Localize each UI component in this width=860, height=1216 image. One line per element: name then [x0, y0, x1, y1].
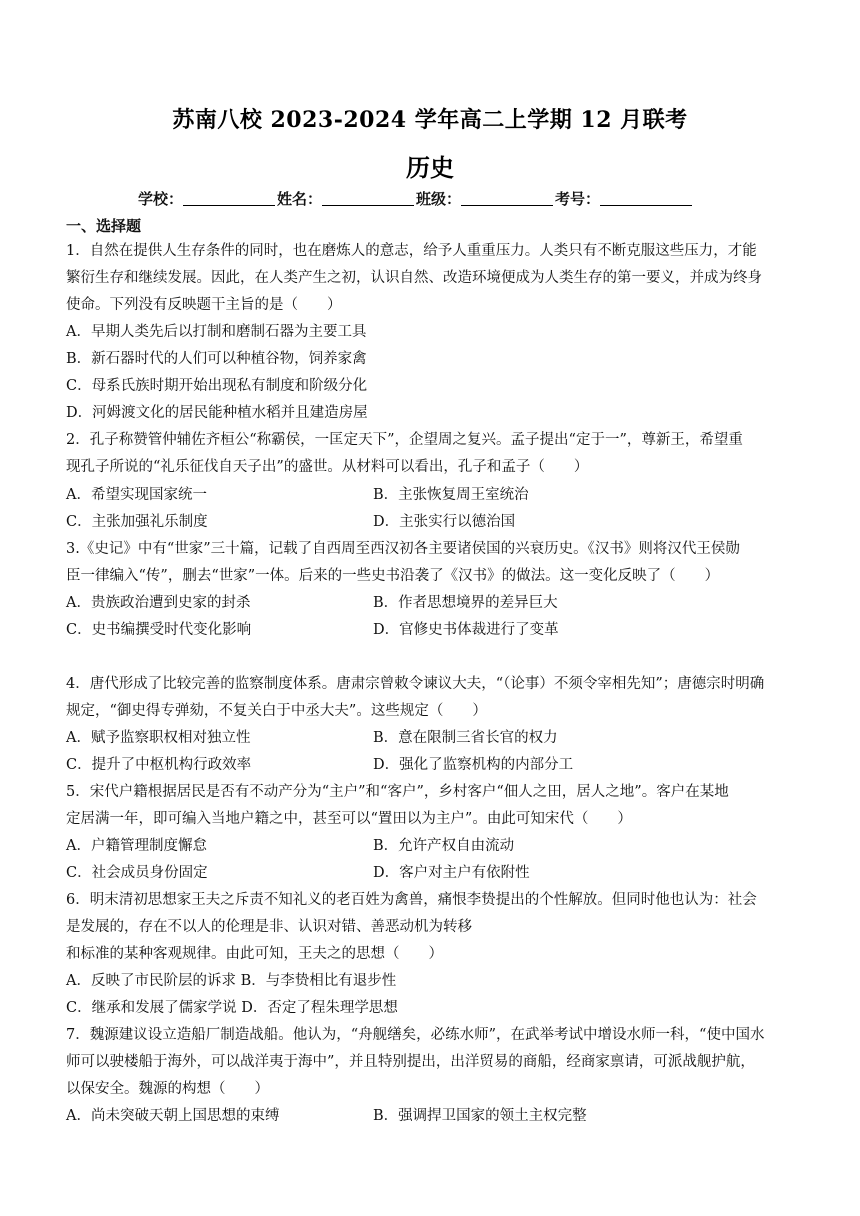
answer-option: A．户籍管理制度懈怠 [66, 838, 207, 854]
answer-option: C．史书编撰受时代变化影响 [66, 622, 252, 638]
question-stem-line: 规定，“御史得专弹劾，不复关白于中丞大夫”。这些规定（ ） [66, 703, 487, 719]
question-stem-line: 6．明末清初思想家王夫之斥责不知礼义的老百姓为禽兽，痛恨李贽提出的个性解放。但同时他也认为：社会 [66, 892, 757, 908]
answer-option: C．主张加强礼乐制度 [66, 514, 208, 530]
question-stem-line: 和标准的某种客观规律。由此可知，王夫之的思想（ ） [66, 946, 443, 962]
answer-option: B．意在限制三省长官的权力 [373, 730, 558, 746]
name-label: 姓名： [277, 190, 323, 208]
school-blank[interactable] [183, 191, 275, 206]
answer-option: A．希望实现国家统一 [66, 487, 207, 503]
answer-option: A．贵族政治遭到史家的封杀 [66, 595, 251, 611]
question-stem-line: 是发展的，存在不以人的伦理是非、认识对错、善恶动机为转移 [66, 919, 472, 935]
answer-option: B．允许产权自由流动 [373, 838, 515, 854]
answer-option: C．社会成员身份固定 [66, 865, 208, 881]
question-stem-line: 1．自然在提供人生存条件的同时，也在磨炼人的意志，给予人重重压力。人类只有不断克服这些压力，才能 [66, 243, 757, 259]
answer-option: B．新石器时代的人们可以种植谷物，饲养家禽 [66, 351, 367, 367]
answer-option: D．客户对主户有依附性 [373, 865, 530, 881]
answer-option: C．继承和发展了儒家学说 D．否定了程朱理学思想 [66, 1000, 398, 1016]
question-stem-line: 臣一律编入“传”，删去“世家”一体。后来的一些史书沿袭了《汉书》的做法。这一变化反映了（ ） [66, 568, 720, 584]
question-stem-line: 5．宋代户籍根据居民是否有不动产分为“主户”和“客户”，乡村客户“佃人之田，居人之地”。客户在某地 [66, 784, 729, 800]
student-info-row [138, 188, 694, 209]
answer-option: A．尚未突破天朝上国思想的束缚 [66, 1108, 280, 1124]
class-label: 班级： [416, 190, 462, 208]
answer-option: B．强调捍卫国家的领土主权完整 [373, 1108, 587, 1124]
question-stem-line: 7．魏源建议设立造船厂制造战船。他认为，“舟舰缮矣，必练水师”，在武举考试中增设水师一科，“使中国水 [66, 1027, 765, 1043]
section-heading: 一、选择题 [66, 217, 142, 235]
exam-number-label: 考号： [555, 190, 601, 208]
question-stem-line: 繁衍生存和继续发展。因此，在人类产生之初，认识自然、改造环境便成为人类生存的第一要义，并成为终身 [66, 270, 762, 286]
answer-option: D．官修史书体裁进行了变革 [373, 622, 559, 638]
question-stem-line: 定居满一年，即可编入当地户籍之中，甚至可以“置田以为主户”。由此可知宋代（ ） [66, 811, 632, 827]
answer-option: D．强化了监察机构的内部分工 [373, 757, 574, 773]
answer-option: C．提升了中枢机构行政效率 [66, 757, 252, 773]
question-stem-line: 以保安全。魏源的构想（ ） [66, 1081, 269, 1097]
school-label: 学校： [138, 190, 184, 208]
answer-option: A．反映了市民阶层的诉求 B．与李贽相比有退步性 [66, 973, 397, 989]
answer-option: D．主张实行以德治国 [373, 514, 516, 530]
subject-title: 历史 [406, 153, 454, 182]
question-stem-line: 使命。下列没有反映题干主旨的是（ ） [66, 297, 342, 313]
exam-number-blank[interactable] [600, 191, 692, 206]
question-stem-line: 3.《史记》中有“世家”三十篇，记载了自西周至西汉初各主要诸侯国的兴衰历史。《汉书》则将汉代王侯勋 [66, 541, 740, 557]
question-stem-line: 现孔子所说的“礼乐征伐自天子出”的盛世。从材料可以看出，孔子和孟子（ ） [66, 459, 589, 475]
answer-option: C．母系氏族时期开始出现私有制度和阶级分化 [66, 378, 368, 394]
question-stem-line: 4．唐代形成了比较完善的监察制度体系。唐肃宗曾敕令谏议大夫，“（论事）不须令宰相先知”；唐德宗时明确 [66, 676, 765, 692]
question-stem-line: 师可以驶楼船于海外，可以战洋夷于海中”，并且特别提出，出洋贸易的商船，经商家禀请，可派战舰护航， [66, 1054, 755, 1070]
answer-option: A．早期人类先后以打制和磨制石器为主要工具 [66, 324, 367, 340]
exam-title: 苏南八校 2023-2024 学年高二上学期 12 月联考 [172, 107, 688, 133]
class-blank[interactable] [461, 191, 553, 206]
question-stem-line: 2．孔子称赞管仲辅佐齐桓公“称霸侯，一匡定天下”，企望周之复兴。孟子提出“定于一”，尊新王，希望重 [66, 432, 743, 448]
name-blank[interactable] [322, 191, 414, 206]
answer-option: A．赋予监察职权相对独立性 [66, 730, 251, 746]
answer-option: B．作者思想境界的差异巨大 [373, 595, 558, 611]
answer-option: B．主张恢复周王室统治 [373, 487, 529, 503]
answer-option: D．河姆渡文化的居民能种植水稻并且建造房屋 [66, 405, 368, 421]
